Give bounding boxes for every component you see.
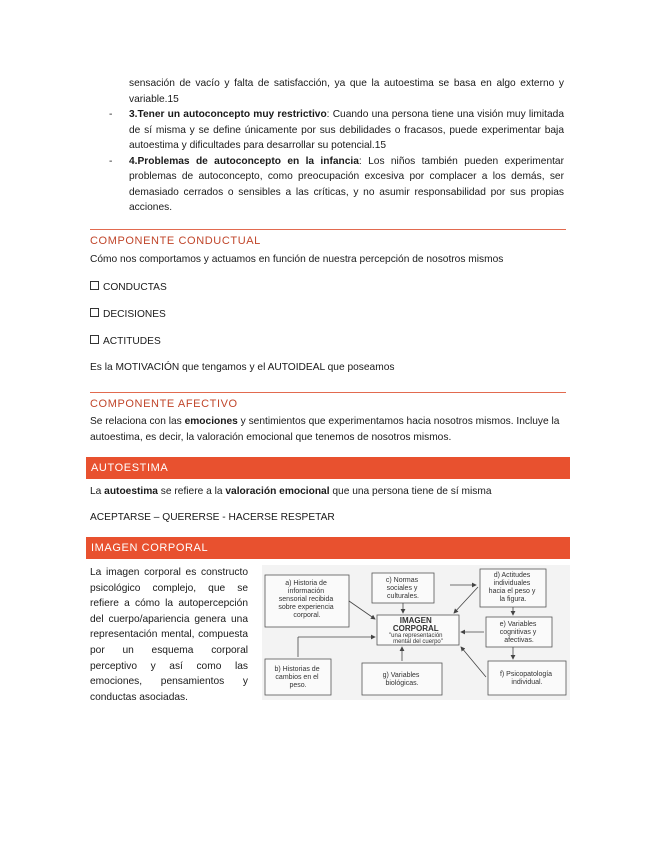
list-item-text: : Cuando una persona tiene una visión muy limitada de sí misma y se define únicamente por sus debilidades o fracasos, puede experimentar baja autoestima y dificultades para desarrollar su potencial.15	[129, 109, 564, 151]
diagram-box-g	[362, 663, 442, 695]
checklist-label: ACTITUDES	[103, 336, 161, 347]
diagram-label-d: d) Actitudes individuales hacia el peso y la figura.	[488, 572, 536, 603]
list-item-heading: 3.Tener un autoconcepto muy restrictivo	[129, 109, 327, 120]
checklist-label: CONDUCTAS	[103, 282, 167, 293]
diagram-svg	[262, 565, 570, 700]
section-band-imagen-corporal: IMAGEN CORPORAL	[86, 537, 570, 559]
checklist-item	[90, 335, 161, 347]
text-run: que una persona tiene de sí misma	[329, 486, 492, 497]
checklist-label: DECISIONES	[103, 309, 166, 320]
text-run: se refiere a la	[157, 486, 226, 497]
bullet-dash: -	[109, 109, 113, 120]
text-run: MOTIVACIÓN	[115, 362, 180, 373]
problems-list	[104, 107, 564, 216]
checkbox-icon	[90, 335, 99, 344]
body-image-diagram	[262, 565, 570, 700]
text-run: que tengamos y el	[179, 362, 268, 373]
list-item	[104, 107, 564, 154]
checklist-item	[90, 308, 166, 320]
continuation-paragraph: sensación de vacío y falta de satisfacción, ya que la autoestima se basa en algo externo y variable.15	[129, 78, 564, 105]
autoestima-motto: ACEPTARSE – QUERERSE - HACERSE RESPETAR	[90, 512, 335, 523]
text-run: AUTOIDEAL	[267, 362, 325, 373]
diagram-label-b: b) Historias de cambios en el peso.	[274, 666, 320, 689]
diagram-box-f	[488, 661, 566, 695]
text-run: y sentimientos que experimentamos hacia nosotros mismos. Incluye la autoestima, es decir, la valoración emocional que tenemos de nosotros mismos.	[90, 416, 560, 443]
diagram-label-a: a) Historia de información sensorial recibida sobre experiencia corporal.	[278, 580, 334, 619]
text-run: La	[90, 486, 105, 497]
afectivo-paragraph	[90, 414, 566, 446]
checklist-item	[90, 281, 167, 293]
motivation-sentence	[90, 360, 566, 376]
diagram-label-center: IMAGEN CORPORAL "una representación mental del cuerpo"	[389, 616, 443, 645]
list-item	[104, 154, 564, 216]
text-run-bold: emociones	[184, 416, 238, 427]
diagram-label-c: c) Normas sociales y culturales.	[385, 577, 419, 600]
diagram-label-g: g) Variables biológicas.	[382, 672, 420, 687]
diagram-label-f: f) Psicopatología individual.	[499, 671, 553, 686]
text-run: Se relaciona con las	[90, 416, 185, 427]
text-run: Es la	[90, 362, 116, 373]
section-title-conductual: COMPONENTE CONDUCTUAL	[90, 229, 566, 247]
text-run: que poseamos	[324, 362, 395, 373]
list-item-text: : Los niños también pueden experimentar problemas de autoconcepto, como preocupación excesiva por complacer a los demás, ser demasiado cerrados o sensibles a las críticas, y no asumir responsabilidad por sus propias acciones.	[129, 155, 564, 213]
imagen-corporal-paragraph: La imagen corporal es constructo psicológico complejo, que se refiere a cómo la autopercepción del cuerpo/apariencia genera una representación mental, compuesta por un esquema corporal perceptivo y así como las emociones, pensamientos y conductas asociadas.	[90, 567, 248, 703]
section-band-autoestima: AUTOESTIMA	[86, 457, 570, 479]
section-title-afectivo: COMPONENTE AFECTIVO	[90, 392, 566, 410]
diagram-label-e: e) Variables cognitivas y afectivas.	[499, 621, 537, 644]
bullet-dash: -	[109, 155, 113, 167]
text-run-bold: autoestima	[104, 486, 158, 497]
text-run-bold: valoración emocional	[225, 486, 330, 497]
conductual-description: Cómo nos comportamos y actuamos en función de nuestra percepción de nosotros mismos	[90, 254, 504, 265]
autoestima-definition	[90, 484, 566, 500]
list-item-heading: 4.Problemas de autoconcepto en la infancia	[129, 155, 359, 167]
checkbox-icon	[90, 308, 99, 317]
checkbox-icon	[90, 281, 99, 290]
